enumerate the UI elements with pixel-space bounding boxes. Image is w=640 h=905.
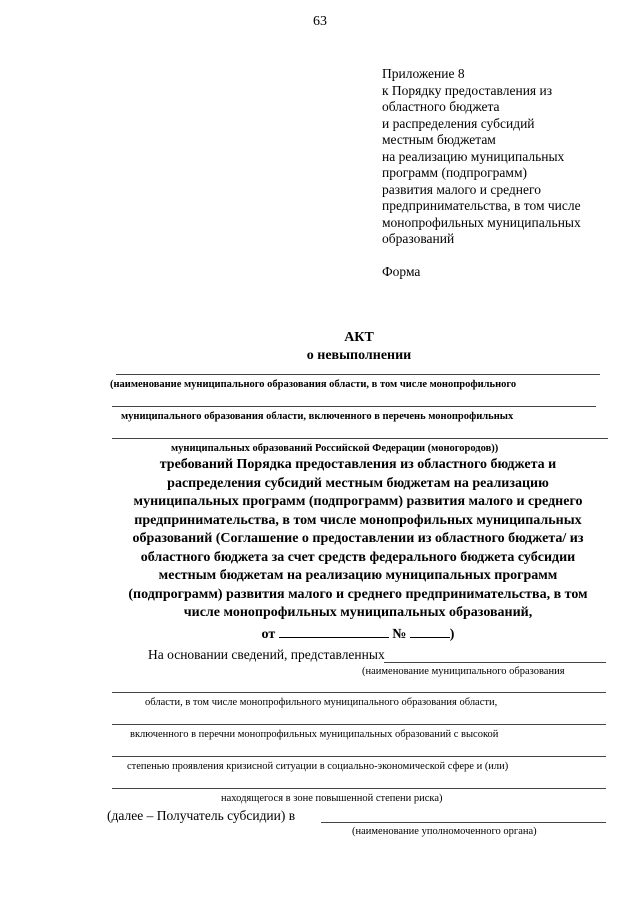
appendix-block bbox=[382, 66, 632, 280]
body-line: образований (Соглашение о предоставлении из областного бюджета/ из bbox=[132, 531, 584, 546]
act-title: АКТ bbox=[344, 330, 374, 345]
appendix-line: предпринимательства, в том числе bbox=[382, 198, 581, 213]
body-line: областного бюджета за счет средств федерального бюджета субсидии bbox=[140, 549, 576, 565]
close-paren: ) bbox=[449, 626, 455, 642]
act-subtitle: о невыполнении bbox=[306, 348, 412, 363]
appendix-line: местным бюджетам bbox=[382, 132, 496, 147]
appendix-line: областного бюджета bbox=[382, 99, 500, 114]
date-blank bbox=[279, 623, 389, 638]
blank-line bbox=[321, 822, 606, 823]
appendix-line: и распределения субсидий bbox=[382, 115, 535, 131]
number-label: № bbox=[392, 626, 407, 642]
blank-line bbox=[112, 406, 596, 407]
recipient-lead: (далее – Получатель субсидии) в bbox=[107, 808, 296, 823]
basis-hint: (наименование муниципального образования bbox=[362, 666, 565, 677]
appendix-line: к Порядку предоставления из bbox=[382, 82, 553, 98]
form-label: Форма bbox=[382, 263, 421, 279]
blank-line bbox=[112, 438, 608, 439]
body-line: (подпрограмм) развития малого и среднего предпринимательства, в том bbox=[128, 586, 588, 602]
body-line: распределения субсидий местным бюджетам на реализацию bbox=[167, 475, 549, 491]
from-label: от bbox=[261, 626, 276, 642]
body-line: предпринимательства, в том числе монопрофильных муниципальных bbox=[134, 512, 582, 528]
blank-line bbox=[116, 374, 600, 375]
basis-sub-line: включенного в перечни монопрофильных муниципальных образований с высокой bbox=[130, 729, 499, 740]
body-line: требований Порядка предоставления из областного бюджета и bbox=[159, 457, 557, 472]
caption-line: муниципальных образований Российской Федерации (моногородов)) bbox=[171, 443, 499, 454]
appendix-line: монопрофильных муниципальных bbox=[382, 214, 581, 230]
body-line: муниципальных программ (подпрограмм) развития малого и среднего bbox=[133, 494, 583, 509]
caption-line: муниципального образования области, включенного в перечень монопрофильных bbox=[121, 411, 514, 422]
body-line: местным бюджетам на реализацию муниципальных программ bbox=[158, 568, 558, 583]
appendix-line: образований bbox=[382, 231, 455, 246]
blank-line bbox=[384, 662, 606, 663]
basis-sub-line: области, в том числе монопрофильного муниципального образования области, bbox=[145, 697, 498, 708]
date-number-line bbox=[90, 623, 626, 645]
act-body bbox=[90, 456, 626, 644]
number-blank bbox=[410, 623, 450, 638]
appendix-line: развития малого и среднего bbox=[382, 181, 541, 197]
appendix-line: Приложение 8 bbox=[382, 66, 465, 81]
basis-sub-line: степенью проявления кризисной ситуации в социально-экономической сфере и (или) bbox=[127, 761, 509, 772]
basis-sub-line: находящегося в зоне повышенной степени риска) bbox=[221, 793, 443, 804]
blank-line bbox=[112, 724, 606, 725]
caption-line: (наименование муниципального образования области, в том числе монопрофильного bbox=[110, 379, 517, 390]
blank-line bbox=[112, 756, 606, 757]
blank-line bbox=[112, 788, 606, 789]
blank-line bbox=[112, 692, 606, 693]
appendix-line: на реализацию муниципальных bbox=[382, 148, 565, 164]
recipient-hint: (наименование уполномоченного органа) bbox=[352, 826, 537, 837]
page-number: 63 bbox=[313, 14, 327, 29]
appendix-line: программ (подпрограмм) bbox=[382, 165, 527, 180]
body-line: числе монопрофильных муниципальных образований, bbox=[183, 605, 533, 620]
basis-lead: На основании сведений, представленных bbox=[148, 647, 385, 662]
